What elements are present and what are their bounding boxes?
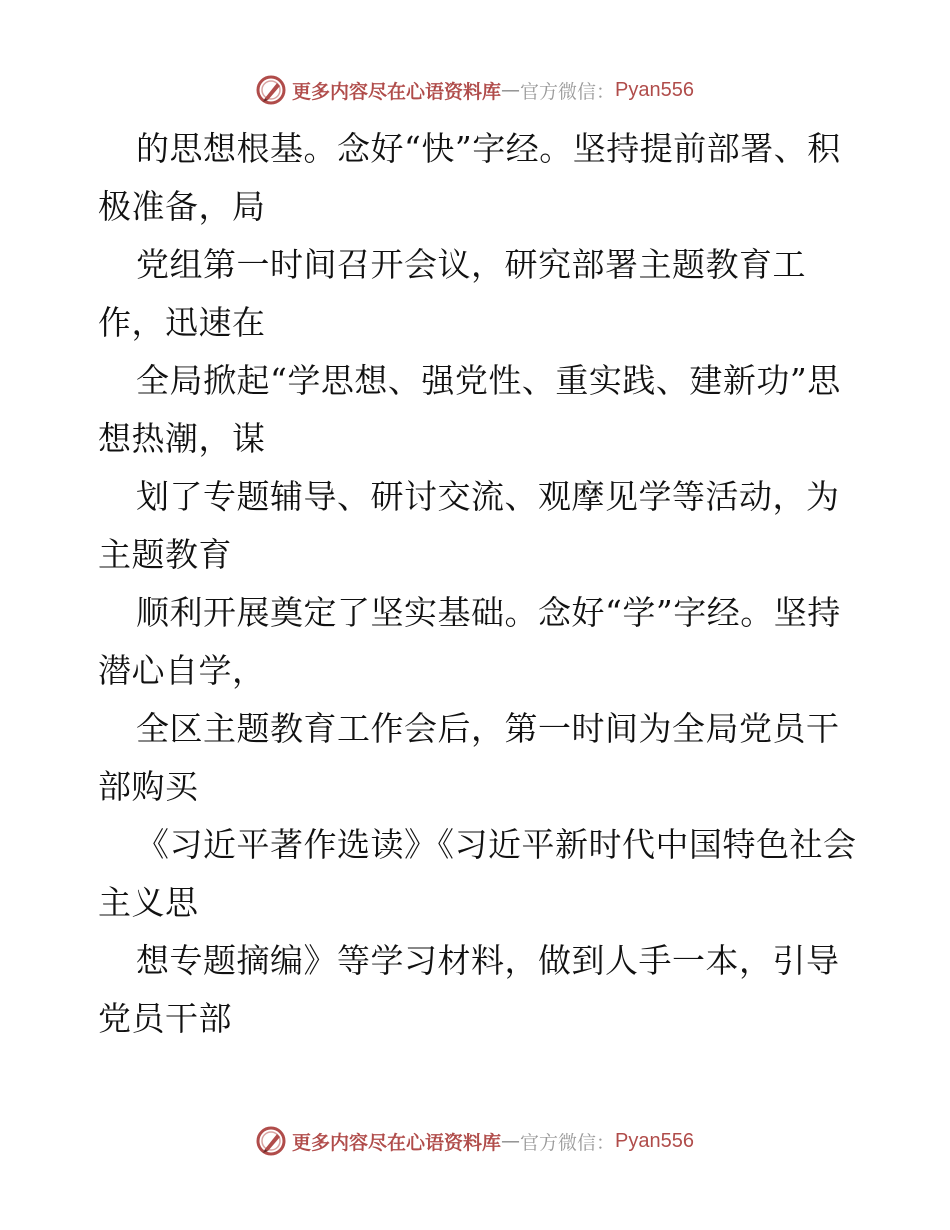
header-contact-label: 官方微信： <box>520 80 616 103</box>
pen-logo-icon <box>256 75 286 105</box>
paragraph: 顺利开展奠定了坚实基础。念好“学”字经。坚持潜心自学， <box>98 593 841 690</box>
header-contact-handle: Pyan556 <box>615 78 694 101</box>
paragraph: 全局掀起“学思想、强党性、重实践、建新功”思想热潮，谋 <box>98 361 841 458</box>
footer-site-name: 更多内容尽在心语资料库 <box>292 1131 502 1154</box>
header-watermark <box>0 70 950 110</box>
paragraph: 的思想根基。念好“快”字经。坚持提前部署、积极准备，局 <box>98 129 841 226</box>
paragraph: 《习近平著作选读》《习近平新时代中国特色社会主义思 <box>98 825 857 922</box>
header-dash: — <box>501 79 521 101</box>
footer-contact-handle: Pyan556 <box>615 1129 694 1152</box>
paragraph: 划了专题辅导、研讨交流、观摩见学等活动，为主题教育 <box>98 477 840 574</box>
document-body <box>98 120 858 1048</box>
pen-logo-icon <box>256 1126 286 1156</box>
paragraph: 党组第一时间召开会议，研究部署主题教育工作，迅速在 <box>98 245 806 342</box>
paragraph: 想专题摘编》等学习材料，做到人手一本，引导党员干部 <box>98 941 840 1038</box>
header-site-name: 更多内容尽在心语资料库 <box>292 80 502 103</box>
footer-watermark <box>0 1121 950 1161</box>
paragraph: 全区主题教育工作会后，第一时间为全局党员干部购买 <box>98 709 840 806</box>
footer-contact-label: 官方微信： <box>520 1131 616 1154</box>
footer-dash: — <box>501 1130 521 1152</box>
